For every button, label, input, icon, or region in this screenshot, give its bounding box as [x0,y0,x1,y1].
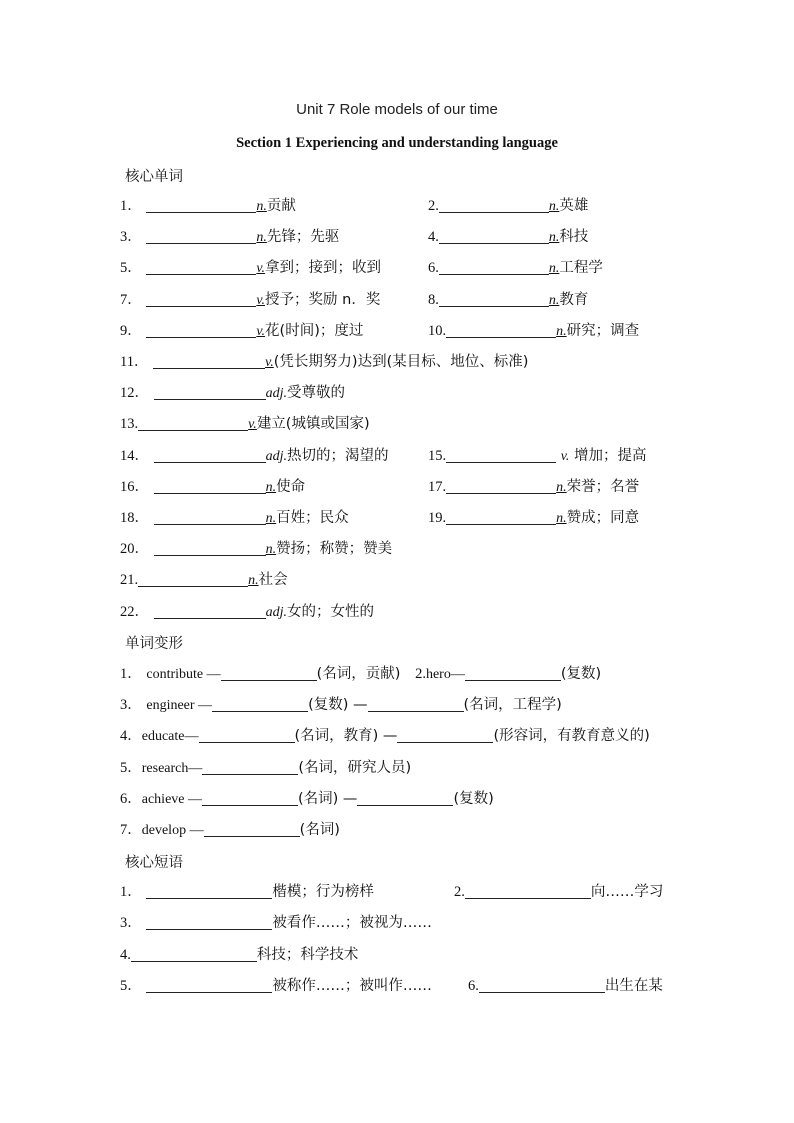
vocab-item: 3． n.先锋；先驱 [120,229,340,245]
answer-blank[interactable] [446,477,556,494]
answer-blank[interactable] [439,227,549,244]
vocab-item: 17. n.荣誉；名誉 [428,479,640,495]
answer-blank[interactable] [154,446,266,463]
answer-blank[interactable] [146,976,272,993]
vocab-item: 7． v.授予；奖励 n．奖 [120,292,381,308]
phrase-item: 5． 被称作……；被叫作…… [120,978,432,994]
answer-blank[interactable] [138,414,248,431]
heading-core-phrases: 核心短语 [125,855,183,871]
answer-blank[interactable] [146,227,256,244]
answer-blank[interactable] [465,664,561,681]
answer-blank[interactable] [131,945,257,962]
vocab-item: 14． adj.热切的；渴望的 [120,448,389,464]
answer-blank[interactable] [212,695,308,712]
word-form-item: 4．educate— (名词，教育) — (形容词，有教育意义的) [120,728,650,744]
vocab-item: 22． adj.女的；女性的 [120,604,374,620]
vocab-item: 15. v. 增加；提高 [428,448,647,464]
vocab-item: 13. v.建立(城镇或国家) [120,416,370,432]
answer-blank[interactable] [146,290,256,307]
answer-blank[interactable] [154,539,266,556]
answer-blank[interactable] [446,321,556,338]
answer-blank[interactable] [368,695,464,712]
answer-blank[interactable] [439,290,549,307]
answer-blank[interactable] [397,726,493,743]
answer-blank[interactable] [146,258,256,275]
vocab-item: 20． n.赞扬；称赞；赞美 [120,541,393,557]
heading-word-forms: 单词变形 [125,636,183,652]
word-form-item: 7．develop — (名词) [120,822,340,838]
vocab-item: 1． n.贡献 [120,198,296,214]
word-form-item: 6．achieve — (名词) — (复数) [120,791,494,807]
vocab-item: 12． adj.受尊敬的 [120,385,345,401]
page-title: Unit 7 Role models of our time [296,101,498,118]
vocab-item: 16． n.使命 [120,479,306,495]
answer-blank[interactable] [146,196,256,213]
phrase-item: 4. 科技；科学技术 [120,947,359,963]
vocab-item: 6. n.工程学 [428,260,603,276]
answer-blank[interactable] [154,508,266,525]
answer-blank[interactable] [446,446,556,463]
answer-blank[interactable] [202,758,298,775]
vocab-item: 5． v.拿到；接到；收到 [120,260,382,276]
vocab-item: 18． n.百姓；民众 [120,510,349,526]
vocab-item: 9． v.花(时间)；度过 [120,323,364,339]
section-title: Section 1 Experiencing and understanding language [236,135,558,151]
answer-blank[interactable] [138,570,248,587]
answer-blank[interactable] [439,258,549,275]
answer-blank[interactable] [153,352,265,369]
answer-blank[interactable] [154,383,266,400]
answer-blank[interactable] [154,602,266,619]
answer-blank[interactable] [204,820,300,837]
answer-blank[interactable] [199,726,295,743]
answer-blank[interactable] [357,789,453,806]
vocab-item: 11． v.(凭长期努力)达到(某目标、地位、标准) [120,354,529,370]
answer-blank[interactable] [146,913,272,930]
phrase-item: 6. 出生在某 [468,978,663,994]
answer-blank[interactable] [221,664,317,681]
answer-blank[interactable] [146,321,256,338]
phrase-item: 3． 被看作……；被视为…… [120,915,432,931]
vocab-item: 4. n.科技 [428,229,589,245]
answer-blank[interactable] [465,882,591,899]
vocab-item: 21. n.社会 [120,572,288,588]
phrase-item: 1． 楷模；行为榜样 [120,884,374,900]
phrase-item: 2. 向……学习 [454,884,664,900]
vocab-item: 10. n.研究；调查 [428,323,640,339]
heading-core-vocab: 核心单词 [125,169,183,185]
word-form-item: 3． engineer — (复数) — (名词，工程学) [120,697,562,713]
vocab-item: 2. n.英雄 [428,198,589,214]
vocab-item: 19. n.赞成；同意 [428,510,640,526]
vocab-item: 8. n.教育 [428,292,589,308]
word-form-item: 1． contribute — (名词，贡献) 2.hero— (复数) [120,666,602,682]
answer-blank[interactable] [146,882,272,899]
answer-blank[interactable] [439,196,549,213]
answer-blank[interactable] [446,508,556,525]
answer-blank[interactable] [154,477,266,494]
answer-blank[interactable] [202,789,298,806]
answer-blank[interactable] [479,976,605,993]
word-form-item: 5．research— (名词，研究人员) [120,760,412,776]
